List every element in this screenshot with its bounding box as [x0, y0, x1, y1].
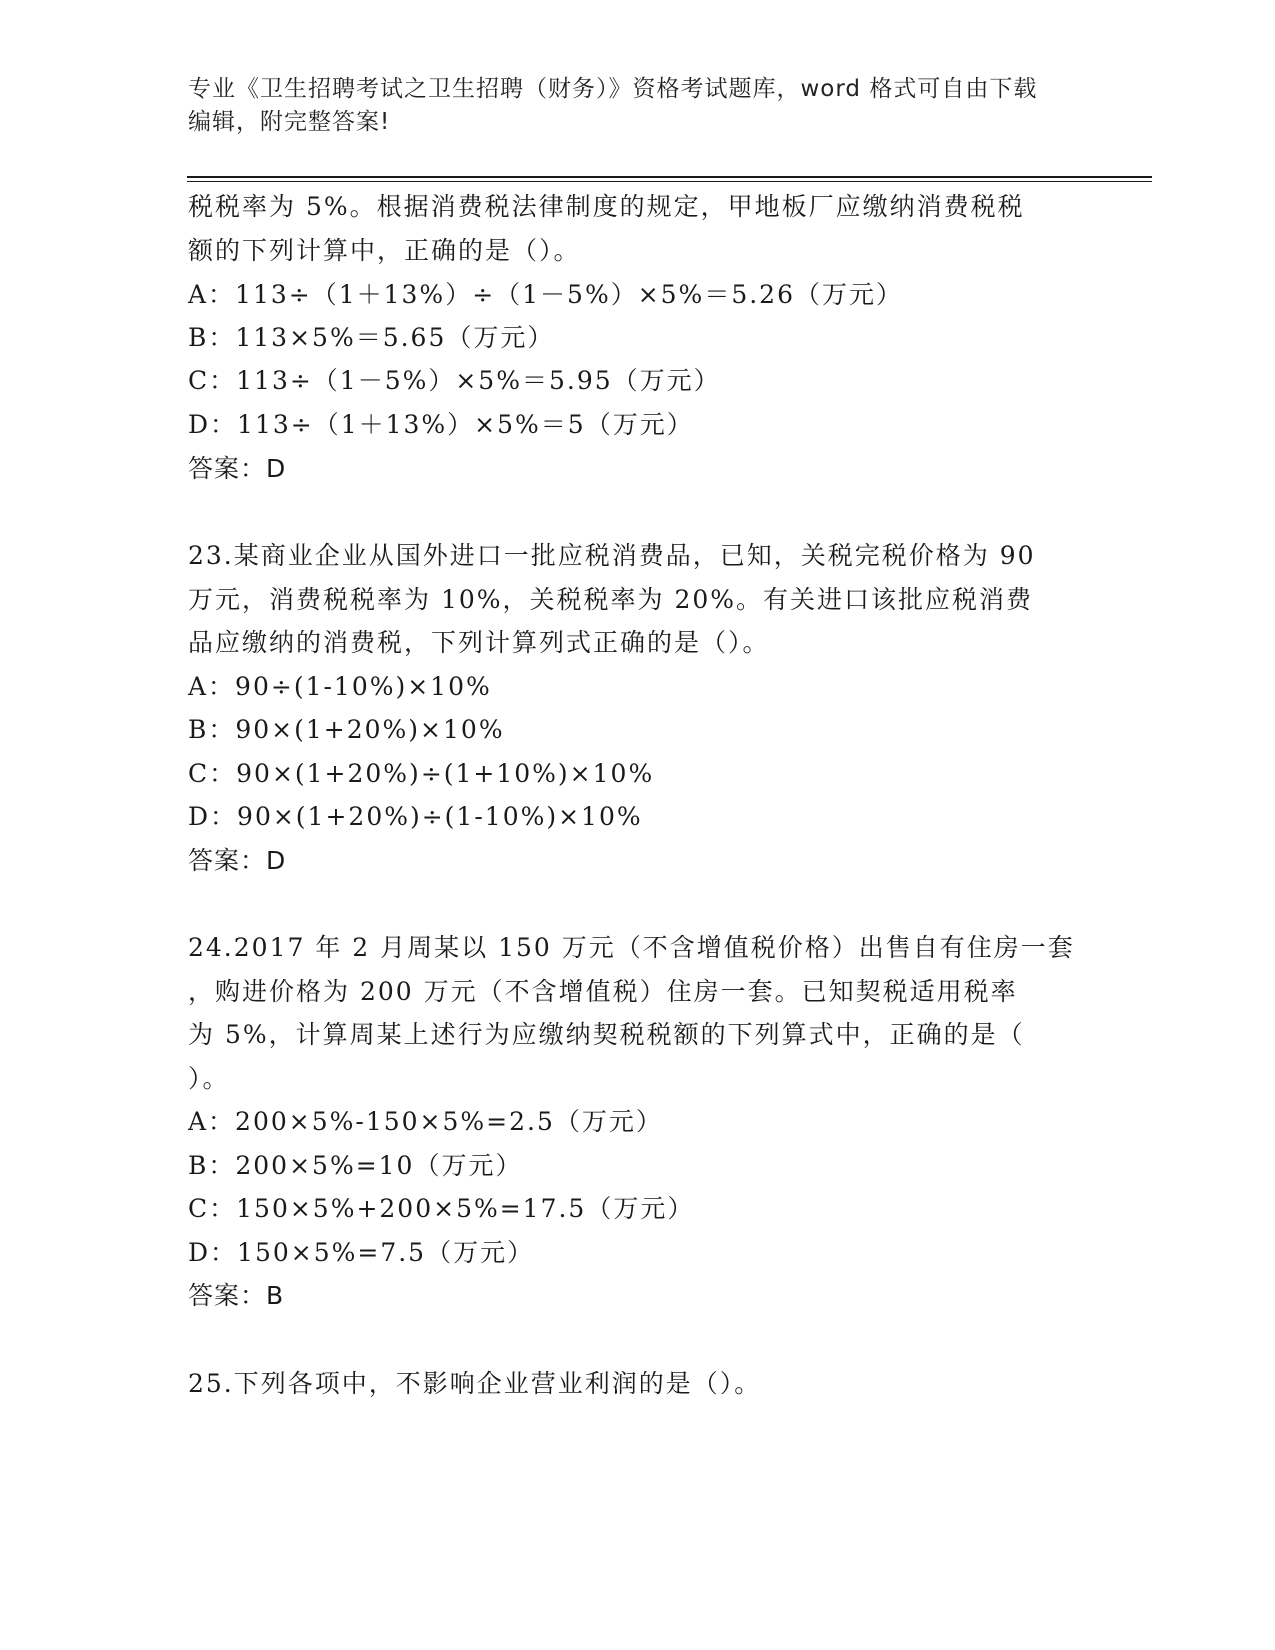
header-divider-thick: [187, 176, 1152, 178]
option-a: A：90÷(1-10%)×10%: [188, 672, 492, 701]
question-stem-line: 万元，消费税税率为 10%，关税税率为 20%。有关进口该批应税消费: [188, 585, 1034, 614]
answer-label: 答案：D: [188, 454, 287, 483]
option-b: B：90×(1+20%)×10%: [188, 715, 505, 744]
option-c: C：113÷（1－5%）×5%＝5.95（万元）: [188, 366, 721, 395]
option-c: C：150×5%+200×5%=17.5（万元）: [188, 1194, 695, 1223]
header-title-line1: 专业《卫生招聘考试之卫生招聘（财务）》资格考试题库，word 格式可自由下载: [188, 76, 1038, 102]
question-stem-line: 为 5%，计算周某上述行为应缴纳契税税额的下列算式中，正确的是（: [188, 1020, 1025, 1049]
answer-label: 答案：B: [188, 1281, 285, 1310]
option-d: D：113÷（1＋13%）×5%＝5（万元）: [188, 410, 694, 439]
question-stem-line: 税税率为 5%。根据消费税法律制度的规定，甲地板厂应缴纳消费税税: [188, 192, 1025, 221]
header-divider-thin: [187, 181, 1152, 182]
option-b: B：200×5%=10（万元）: [188, 1151, 523, 1180]
question-stem-line: 品应缴纳的消费税，下列计算列式正确的是（）。: [188, 628, 770, 657]
option-c: C：90×(1+20%)÷(1+10%)×10%: [188, 759, 655, 788]
question-stem-line: ）。: [188, 1064, 230, 1093]
question-stem-line: 24.2017 年 2 月周某以 150 万元（不含增值税价格）出售自有住房一套: [188, 933, 1075, 962]
option-a: A：200×5%-150×5%=2.5（万元）: [188, 1107, 663, 1136]
option-b: B：113×5%＝5.65（万元）: [188, 323, 555, 352]
question-stem-line: 23.某商业企业从国外进口一批应税消费品，已知，关税完税价格为 90: [188, 541, 1036, 570]
header-title-line2: 编辑，附完整答案!: [188, 109, 391, 135]
answer-label: 答案：D: [188, 846, 287, 875]
option-d: D：150×5%=7.5（万元）: [188, 1238, 535, 1267]
option-a: A：113÷（1＋13%）÷（1－5%）×5%＝5.26（万元）: [188, 280, 903, 309]
document-header: [188, 73, 1088, 139]
question-stem-line: 额的下列计算中，正确的是（）。: [188, 236, 581, 265]
option-d: D：90×(1+20%)÷(1-10%)×10%: [188, 802, 643, 831]
question-stem-line: 25.下列各项中，不影响企业营业利润的是（）。: [188, 1369, 762, 1398]
question-stem-line: ，购进价格为 200 万元（不含增值税）住房一套。已知契税适用税率: [188, 977, 1018, 1006]
